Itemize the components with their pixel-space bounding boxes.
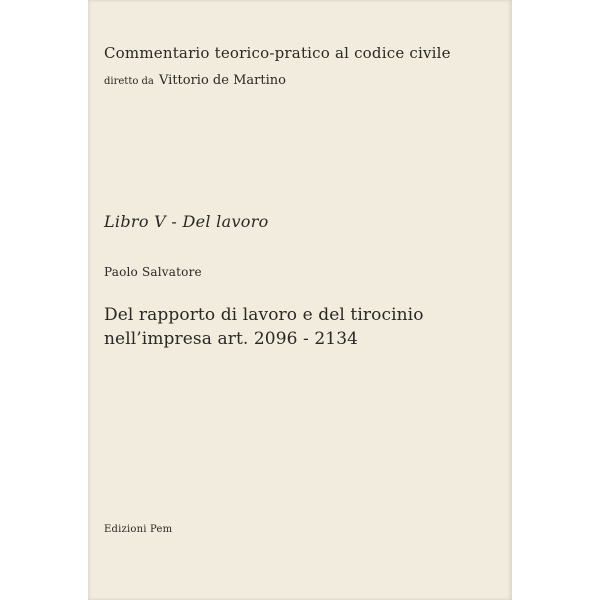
publisher-name: Edizioni Pem [104,524,173,535]
editor-prefix: diretto da [104,76,154,87]
editor-line [104,71,286,87]
work-title-line-2: nell’impresa art. 2096 - 2134 [104,329,359,349]
author-name: Paolo Salvatore [104,265,202,279]
title-page [88,0,512,600]
work-title [104,303,424,351]
book-section-title: Libro V - Del lavoro [104,212,269,231]
series-title: Commentario teorico-pratico al codice civile [104,44,451,62]
editor-name: Vittorio de Martino [159,73,286,88]
work-title-line-1: Del rapporto di lavoro e del tirocinio [104,305,424,325]
